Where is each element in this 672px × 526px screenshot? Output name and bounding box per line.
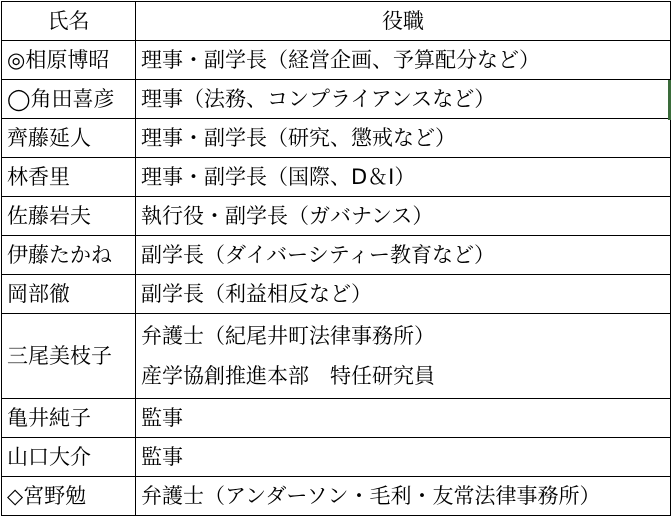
member-role-line: 弁護士（紀尾井町法律事務所） [141, 324, 435, 348]
member-role: 弁護士（アンダーソン・毛利・友常法律事務所） [136, 477, 671, 516]
member-role-multiline [136, 314, 671, 399]
member-name: 三尾美枝子 [2, 314, 136, 399]
member-role: 理事・副学長（経営企画、予算配分など） [136, 41, 671, 80]
member-role: 理事・副学長（研究、懲戒など） [136, 119, 671, 158]
member-name: 佐藤岩夫 [2, 197, 136, 236]
header-name: 氏名 [2, 2, 136, 41]
member-role: 監事 [136, 399, 671, 438]
member-role: 監事 [136, 438, 671, 477]
table-row [2, 236, 671, 275]
member-role: 副学長（ダイバーシティー教育など） [136, 236, 671, 275]
table-row [2, 119, 671, 158]
member-name: 伊藤たかね [2, 236, 136, 275]
member-name: 齊藤延人 [2, 119, 136, 158]
header-row [2, 2, 671, 41]
member-role-line: 産学協創推進本部 特任研究員 [141, 364, 435, 388]
member-name: 林香里 [2, 158, 136, 197]
table-row [2, 275, 671, 314]
member-role: 副学長（利益相反など） [136, 275, 671, 314]
member-name: ◎相原博昭 [2, 41, 136, 80]
member-role: 理事（法務、コンプライアンスなど） [136, 80, 671, 119]
cell-edge-marker [668, 80, 671, 120]
table-row [2, 158, 671, 197]
table-row [2, 477, 671, 516]
member-name: 亀井純子 [2, 399, 136, 438]
member-name: 山口大介 [2, 438, 136, 477]
table-row [2, 41, 671, 80]
table-row [2, 197, 671, 236]
header-role: 役職 [136, 2, 671, 41]
member-name: 岡部徹 [2, 275, 136, 314]
member-role: 理事・副学長（国際、D＆I） [136, 158, 671, 197]
table-row [2, 438, 671, 477]
member-name: ◯角田喜彦 [2, 80, 136, 119]
members-table-wrapper [1, 1, 670, 516]
member-role: 執行役・副学長（ガバナンス） [136, 197, 671, 236]
table-row [2, 399, 671, 438]
members-table [1, 1, 671, 516]
table-row [2, 314, 671, 399]
member-name: ◇宮野勉 [2, 477, 136, 516]
table-row [2, 80, 671, 119]
